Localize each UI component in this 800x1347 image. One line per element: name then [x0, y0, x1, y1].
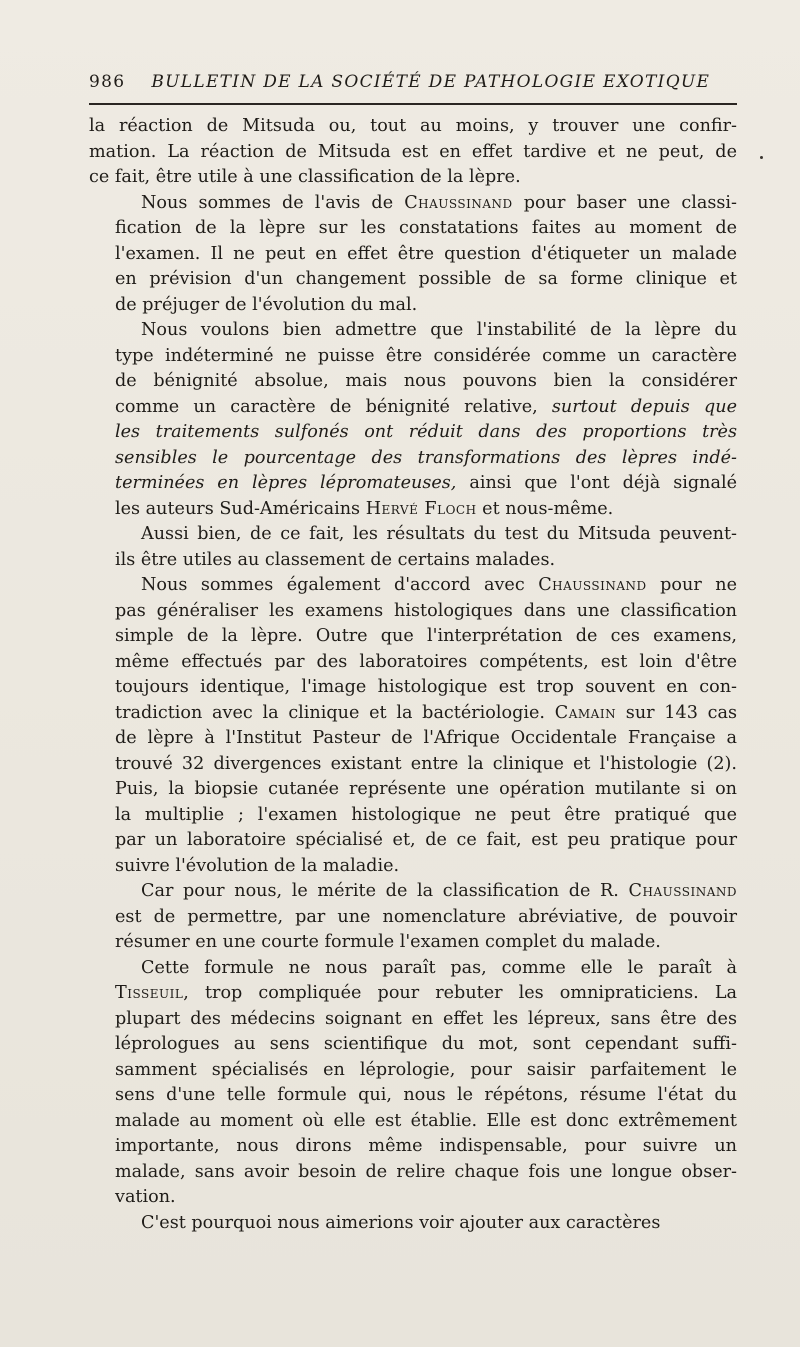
paragraph — [89, 114, 737, 191]
text-line — [89, 1109, 737, 1135]
text-line — [89, 242, 737, 268]
text-run: Nous sommes de l'avis de — [141, 192, 405, 213]
journal-title: BULLETIN DE LA SOCIÉTÉ DE PATHOLOGIE EXOTIQUE — [151, 72, 711, 92]
text-run: ce fait, être utile à une classification de la lèpre. — [89, 167, 521, 187]
text-line — [89, 905, 737, 931]
text-line — [89, 726, 737, 752]
text-run: trouvé 32 divergences existant entre la clinique et l'histologie (2). — [115, 753, 737, 774]
text-line — [89, 1058, 737, 1084]
text-line — [89, 981, 737, 1007]
text-line — [89, 1185, 737, 1211]
text-run: sens d'une telle formule qui, nous le répétons, résume l'état du — [115, 1085, 737, 1105]
text-run: Puis, la biopsie cutanée représente une opération mutilante si on — [115, 779, 737, 799]
text-line — [89, 956, 737, 982]
page-speck — [760, 156, 763, 159]
text-line — [89, 267, 737, 293]
text-run: les auteurs Sud-Américains — [115, 498, 366, 519]
text-line — [89, 114, 737, 140]
paragraph — [89, 879, 737, 956]
text-line — [89, 446, 737, 472]
body-text — [89, 114, 737, 1236]
text-run: de bénignité absolue, mais nous pouvons bien la considérer — [115, 371, 737, 391]
text-run: type indéterminé ne puisse être considérée comme un caractère — [115, 345, 737, 366]
emphasis-text: surtout depuis que — [551, 396, 737, 417]
text-run: vation. — [115, 1187, 176, 1207]
text-run: simple de la lèpre. Outre que l'interprétation de ces examens, — [115, 626, 737, 646]
text-line — [89, 344, 737, 370]
text-run: de préjuger de l'évolution du mal. — [115, 294, 418, 315]
text-run: et nous-même. — [476, 498, 614, 519]
text-run: par un laboratoire spécialisé et, de ce fait, est peu pratique pour — [115, 830, 737, 850]
text-line — [89, 803, 737, 829]
text-line — [89, 369, 737, 395]
paragraph — [89, 573, 737, 879]
text-line — [89, 471, 737, 497]
text-run: la réaction de Mitsuda ou, tout au moins, y trouver une confir- — [89, 116, 737, 136]
header-rule — [89, 103, 737, 105]
text-line — [89, 573, 737, 599]
text-line — [89, 650, 737, 676]
page-number: 986 — [89, 72, 126, 92]
text-line — [89, 1211, 737, 1237]
author-name: Hervé Floch — [365, 498, 477, 519]
text-line — [89, 752, 737, 778]
emphasis-text: sensibles le pourcentage des transformations des lèpres indé- — [115, 447, 737, 468]
text-run: Car pour nous, le mérite de la classification de R. — [141, 881, 629, 901]
text-line — [89, 777, 737, 803]
paragraph — [89, 1211, 737, 1237]
paragraph — [89, 191, 737, 319]
text-line — [89, 522, 737, 548]
text-line — [89, 675, 737, 701]
author-name: Chaussinand — [628, 881, 737, 901]
text-run: fication de la lèpre sur les constatations faites au moment de — [115, 218, 737, 238]
text-run: Nous voulons bien admettre que l'instabilité de la lèpre du — [141, 320, 737, 340]
text-run: comme un caractère de bénignité relative, — [115, 396, 552, 417]
text-run: mation. La réaction de Mitsuda est en effet tardive et ne peut, de — [89, 141, 737, 162]
text-run: plupart des médecins soignant en effet les lépreux, sans être des — [115, 1008, 737, 1029]
text-line — [89, 1083, 737, 1109]
text-line — [89, 140, 737, 166]
text-run: pas généraliser les examens histologiques dans une classification — [115, 600, 737, 621]
text-run: malade au moment où elle est établie. Elle est donc extrêmement — [115, 1110, 737, 1131]
author-name: Camain — [554, 702, 617, 723]
text-line — [89, 930, 737, 956]
text-line — [89, 497, 737, 523]
text-line — [89, 1007, 737, 1033]
text-line — [89, 420, 737, 446]
text-run: importante, nous dirons même indispensable, pour suivre un — [115, 1136, 737, 1156]
text-run: C'est pourquoi nous aimerions voir ajouter aux caractères — [141, 1212, 661, 1233]
text-run: l'examen. Il ne peut en effet être question d'étiqueter un malade — [115, 243, 737, 264]
text-run: léprologues au sens scientifique du mot, sont cependant suffi- — [115, 1034, 737, 1054]
text-line — [89, 879, 737, 905]
running-header — [89, 72, 737, 92]
text-run: sur 143 cas — [616, 702, 737, 723]
text-line — [89, 318, 737, 344]
text-run: samment spécialisés en léprologie, pour saisir parfaitement le — [115, 1059, 737, 1080]
text-run: Cette formule ne nous paraît pas, comme elle le paraît à — [141, 957, 737, 978]
emphasis-text: les traitements sulfonés ont réduit dans des proportions très — [115, 422, 737, 442]
text-run: toujours identique, l'image histologique est trop souvent en con- — [115, 677, 737, 697]
text-line — [89, 854, 737, 880]
text-run: malade, sans avoir besoin de relire chaque fois une longue obser- — [115, 1161, 737, 1182]
text-run: même effectués par des laboratoires compétents, est loin d'être — [115, 651, 737, 672]
text-line — [89, 624, 737, 650]
text-line — [89, 191, 737, 217]
text-run: pour ne — [646, 575, 737, 595]
text-run: Nous sommes également d'accord avec — [141, 575, 539, 595]
text-line — [89, 548, 737, 574]
text-run: ils être utiles au classement de certains malades. — [115, 549, 556, 570]
text-line — [89, 828, 737, 854]
paragraph — [89, 522, 737, 573]
text-line — [89, 395, 737, 421]
text-line — [89, 599, 737, 625]
text-run: de lèpre à l'Institut Pasteur de l'Afrique Occidentale Française a — [115, 728, 737, 748]
author-name: Tisseuil — [115, 983, 184, 1003]
text-run: pour baser une classi- — [512, 192, 737, 213]
text-line — [89, 1134, 737, 1160]
text-run: Aussi bien, de ce fait, les résultats du test du Mitsuda peuvent- — [141, 524, 737, 544]
paragraph — [89, 956, 737, 1211]
text-run: , trop compliquée pour rebuter les omnipraticiens. La — [183, 983, 737, 1003]
text-run: en prévision d'un changement possible de sa forme clinique et — [115, 269, 737, 289]
author-name: Chaussinand — [404, 192, 513, 213]
text-run: résumer en une courte formule l'examen complet du malade. — [115, 932, 661, 952]
text-run: est de permettre, par une nomenclature abréviative, de pouvoir — [115, 906, 737, 927]
text-line — [89, 293, 737, 319]
emphasis-text: terminées en lèpres lépromateuses, — [115, 473, 457, 493]
author-name: Chaussinand — [538, 575, 647, 595]
text-run: suivre l'évolution de la maladie. — [115, 855, 400, 876]
paragraph — [89, 318, 737, 522]
text-line — [89, 701, 737, 727]
text-run: ainsi que l'ont déjà signalé — [456, 473, 737, 493]
text-line — [89, 1032, 737, 1058]
text-line — [89, 216, 737, 242]
text-line — [89, 165, 737, 191]
text-run: la multiplie ; l'examen histologique ne peut être pratiqué que — [115, 804, 737, 825]
text-line — [89, 1160, 737, 1186]
text-run: tradiction avec la clinique et la bactériologie. — [115, 702, 555, 723]
